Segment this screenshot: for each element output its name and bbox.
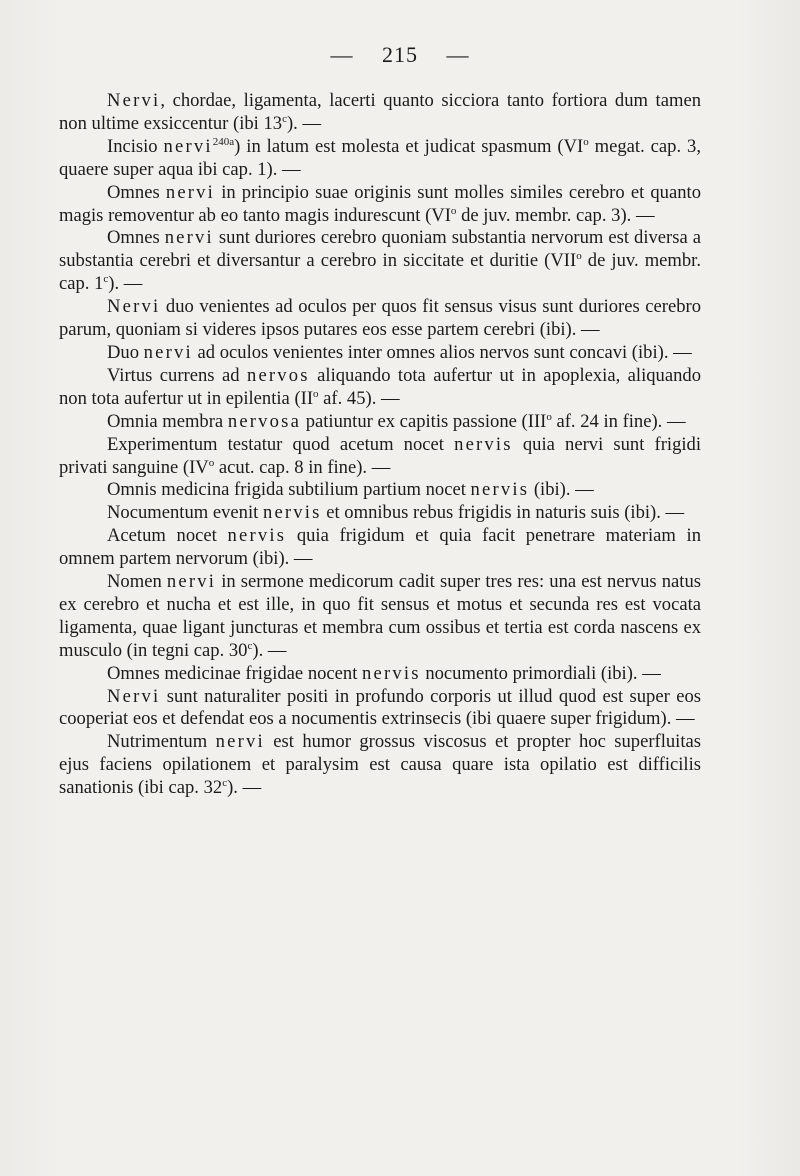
- body-text: [59, 90, 701, 800]
- text-run: Omnes: [107, 227, 165, 249]
- text-run: aliquando tota aufertur ut in apoplexia, aliquando non tota aufertur ut in epilentia (II: [59, 364, 701, 409]
- spaced-term: Nervi: [107, 296, 161, 318]
- spaced-term: nervis: [470, 479, 530, 501]
- text-run: ). —: [286, 112, 322, 134]
- text-run: et omnibus rebus frigidis in naturis suis (ibi). —: [321, 502, 685, 524]
- paragraph: [59, 365, 701, 411]
- paragraph: [59, 411, 701, 434]
- page-header: [0, 42, 800, 68]
- paragraph: [59, 136, 701, 182]
- superscript: o: [450, 204, 457, 217]
- superscript: o: [208, 456, 215, 469]
- paragraph: [59, 525, 701, 571]
- spaced-term: Nervi: [107, 90, 161, 111]
- text-run: ). —: [252, 639, 287, 661]
- paragraph: [59, 686, 701, 732]
- paragraph: [59, 296, 701, 342]
- spaced-term: nervis: [262, 502, 322, 524]
- text-run: af. 24 in fine). —: [551, 410, 686, 432]
- paragraph: [59, 502, 701, 525]
- text-run: Omnis medicina frigida subtilium partium nocet: [107, 479, 471, 501]
- text-run: quia nervi sunt frigidi privati sanguine (IV: [59, 433, 701, 478]
- text-run: ). —: [108, 273, 143, 295]
- text-run: duo venientes ad oculos per quos fit sensus visus sunt duriores cerebro parum, quoniam si videres ipsos putares eos esse partem cerebri (ibi). —: [59, 296, 701, 341]
- spaced-term: nervi: [143, 341, 193, 363]
- text-run: af. 45). —: [318, 387, 400, 409]
- text-run: Nutrimentum: [107, 731, 216, 753]
- paragraph: [59, 342, 701, 365]
- spaced-term: nervi: [163, 135, 213, 157]
- spaced-term: nervis: [454, 433, 513, 455]
- text-run: Experimentum testatur quod acetum nocet: [107, 433, 455, 455]
- text-run: sunt duriores cerebro quoniam substantia nervorum est diversa a substantia cerebri et diversantur a cerebro in siccitate et duritie (VII: [59, 227, 701, 272]
- spaced-term: nervi: [166, 571, 217, 593]
- spaced-term: nervi: [215, 731, 265, 753]
- superscript: c: [103, 273, 109, 286]
- text-run: Duo: [107, 341, 144, 363]
- text-run: acut. cap. 8 in fine). —: [214, 456, 391, 478]
- text-run: quia frigidum et quia facit penetrare materiam in omnem partem nervorum (ibi). —: [59, 525, 701, 570]
- superscript: o: [546, 410, 552, 423]
- text-run: in sermone medicorum cadit super tres res: una est nervus natus ex cerebro et nucha et est ille, in quo fit sensus et motus et secunda res est vocata ligamenta, quae ligant juncturas et membra cum ossibus et tertia est corda nascens ex musculo (in tegni cap. 30: [59, 571, 701, 661]
- superscript: c: [247, 639, 253, 652]
- header-dash-left: —: [330, 42, 354, 67]
- text-run: sunt naturaliter positi in profundo corporis ut illud quod est super eos cooperiat eos et defendat eos a nocumentis extrinsecis (ibi quaere super frigidum). —: [59, 685, 701, 730]
- text-run: megat. cap. 3, quaere super aqua ibi cap. 1). —: [59, 135, 702, 180]
- spaced-term: nervis: [227, 525, 287, 547]
- text-run: de juv. membr. cap. 1: [59, 250, 701, 295]
- paragraph: [59, 227, 701, 296]
- spaced-term: nervi: [164, 227, 214, 249]
- text-run: est humor grossus viscosus et propter hoc superfluitas ejus faciens opilationem et paralysim est causa quare ista opilatio est difficilis sanationis (ibi cap. 32: [59, 731, 701, 799]
- spaced-term: Nervi: [107, 685, 161, 707]
- text-run: Omnia membra: [107, 410, 228, 432]
- text-run: Nocumentum evenit: [107, 502, 263, 524]
- text-run: ) in latum est molesta et judicat spasmum (VI: [234, 135, 584, 157]
- spaced-term: nervis: [362, 662, 421, 684]
- page-number: 215: [382, 42, 418, 67]
- superscript: o: [576, 250, 582, 263]
- text-run: Omnes: [107, 181, 166, 203]
- text-run: nocumento primordiali (ibi). —: [420, 662, 661, 684]
- spaced-term: nervi: [165, 181, 216, 203]
- superscript: c: [282, 112, 287, 125]
- superscript: 240a: [212, 135, 235, 148]
- text-run: , chordae, ligamenta, lacerti quanto sicciora tanto fortiora dum tamen non ultime exsiccentur (ibi 13: [59, 90, 701, 134]
- text-run: ). —: [227, 777, 262, 799]
- paragraph: [59, 731, 701, 800]
- paragraph: [59, 434, 701, 480]
- text-run: Acetum nocet: [107, 525, 228, 547]
- paragraph: [59, 90, 701, 136]
- text-run: Omnes medicinae frigidae nocent: [107, 662, 363, 684]
- superscript: o: [313, 387, 319, 400]
- paragraph: [59, 479, 701, 502]
- text-run: ad oculos venientes inter omnes alios nervos sunt concavi (ibi). —: [192, 341, 692, 363]
- text-run: (ibi). —: [529, 479, 594, 501]
- paragraph: [59, 182, 701, 228]
- paragraph: [59, 571, 701, 663]
- text-run: patiuntur ex capitis passione (III: [301, 410, 547, 432]
- text-run: in principio suae originis sunt molles similes cerebro et quanto magis removentur ab eo tanto magis indurescunt (VI: [59, 181, 701, 226]
- text-run: de juv. membr. cap. 3). —: [456, 204, 655, 226]
- spaced-term: nervosa: [227, 410, 302, 432]
- text-run: Incisio: [107, 135, 164, 157]
- superscript: o: [583, 135, 589, 148]
- paragraph: [59, 663, 701, 686]
- text-run: Nomen: [107, 571, 167, 593]
- text-run: Virtus currens ad: [107, 364, 247, 386]
- spaced-term: nervos: [246, 364, 310, 386]
- header-dash-right: —: [446, 42, 470, 67]
- superscript: c: [222, 777, 228, 790]
